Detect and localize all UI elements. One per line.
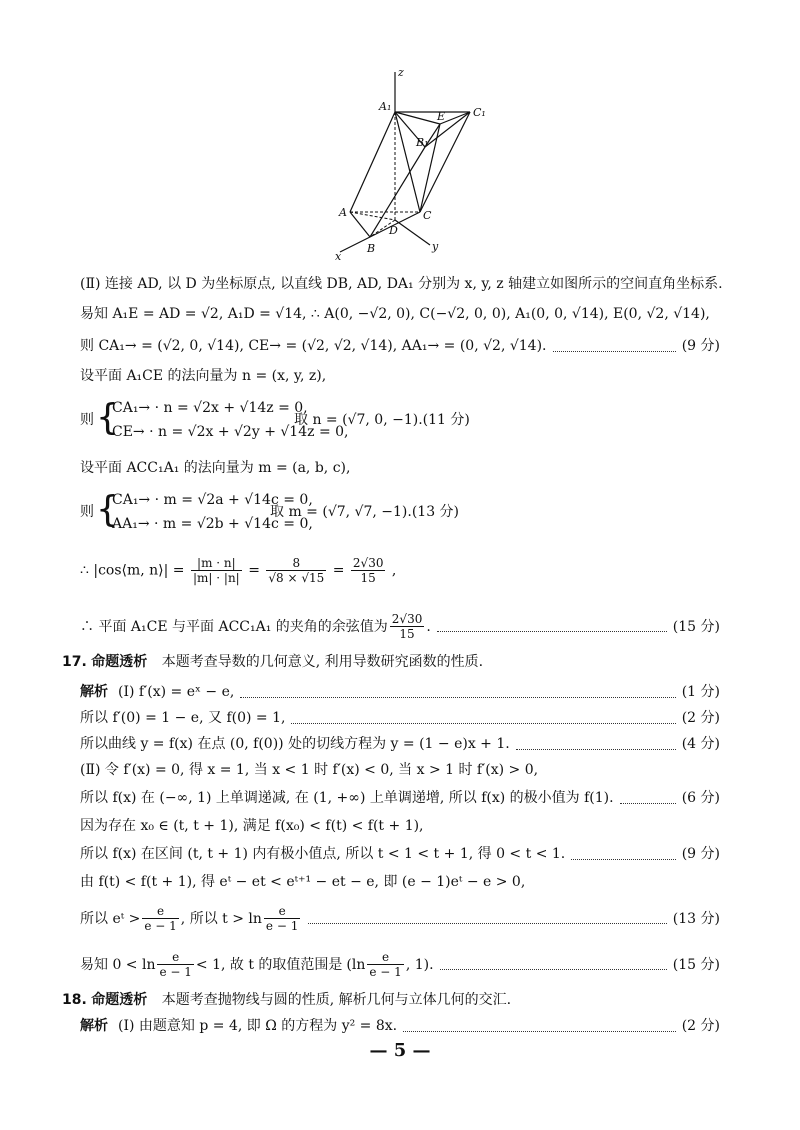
edge-ad	[350, 212, 395, 220]
q17-row5	[80, 788, 720, 808]
label-x: x	[335, 250, 342, 262]
section-desc: 本题考查抛物线与圆的性质, 解析几何与立体几何的交汇.	[161, 992, 512, 1008]
equals: =	[332, 562, 345, 579]
geometry-figure	[325, 62, 505, 262]
denominator: e − 1	[144, 919, 177, 933]
numerator: e	[157, 950, 193, 965]
section-tag: 命题透析	[91, 992, 148, 1008]
numerator: 2√30	[391, 612, 423, 626]
edge-a1e	[395, 112, 440, 124]
m-eq1: CA₁→ · m = √2a + √14c = 0,	[112, 492, 313, 508]
n-take: 取 n = (√7, 0, −1).	[294, 412, 423, 428]
q17-l10c: (ln	[346, 956, 366, 973]
q18-l1: (Ⅰ) 由题意知 p = 4, 即 Ω 的方程为 y² = 8x.	[118, 1018, 398, 1034]
q17-l10a: 易知 0 < ln	[80, 956, 156, 973]
score-badge: (9 分)	[681, 846, 720, 862]
q17-row10	[80, 950, 720, 979]
label-d: D	[389, 224, 398, 237]
numerator: 8	[266, 556, 326, 571]
q17-row1	[80, 682, 720, 702]
leader-dots	[437, 621, 667, 632]
q17-l6: 因为存在 x₀ ∈ (t, t + 1), 满足 f(x₀) < f(t) < f(t + 1),	[80, 818, 424, 834]
label-y: y	[432, 240, 439, 253]
q17-l9a: 所以 eᵗ >	[80, 910, 141, 927]
q17-l1: (Ⅰ) f′(x) = eˣ − e,	[118, 684, 235, 700]
leader-dots	[571, 849, 675, 860]
score-badge: (13 分)	[672, 910, 720, 927]
numerator: |m · n|	[191, 556, 242, 571]
leader-dots	[440, 959, 667, 970]
q17-row2	[80, 708, 720, 728]
fraction	[351, 556, 386, 585]
leader-dots	[240, 687, 675, 698]
numerator: 2√30	[352, 556, 384, 570]
q17-l4: (Ⅱ) 令 f′(x) = 0, 得 x = 1, 当 x < 1 时 f′(x) < 0, 当 x > 1 时 f′(x) > 0,	[80, 762, 539, 778]
q17-l3: 所以曲线 y = f(x) 在点 (0, f(0)) 处的切线方程为 y = (1 − e)x + 1.	[80, 736, 510, 752]
m-prefix: 则	[80, 504, 94, 520]
n-eq2: CE→ · n = √2x + √2y + √14z = 0,	[112, 424, 349, 440]
m-take: 取 m = (√7, √7, −1).	[270, 504, 412, 520]
score-badge: (2 分)	[681, 1018, 720, 1034]
numerator: e	[264, 904, 300, 919]
label-e: E	[437, 110, 446, 123]
score-badge: (2 分)	[681, 710, 720, 726]
score-badge: (4 分)	[681, 736, 720, 752]
edge-cc1	[420, 112, 470, 212]
q17-l5: 所以 f(x) 在 (−∞, 1) 上单调递减, 在 (1, +∞) 上单调递增, 所以 f(x) 的极小值为 f(1).	[80, 790, 614, 806]
denominator: e − 1	[265, 919, 299, 933]
denominator: e − 1	[369, 965, 402, 979]
denominator: √8 × √15	[268, 571, 325, 585]
fraction	[390, 612, 425, 641]
score-badge: (1 分)	[681, 684, 720, 700]
denominator: |m| · |n|	[193, 571, 240, 585]
q17-row7	[80, 844, 720, 864]
score-badge: (15 分)	[672, 956, 720, 973]
numerator: e	[367, 950, 403, 965]
denominator: 15	[399, 627, 415, 641]
leader-dots	[516, 739, 676, 750]
q17-l7: 所以 f(x) 在区间 (t, t + 1) 内有极小值点, 所以 t < 1 < t + 1, 得 0 < t < 1.	[80, 846, 566, 862]
fraction	[157, 950, 193, 979]
denominator: e − 1	[159, 965, 192, 979]
part2-m-intro: 设平面 ACC₁A₁ 的法向量为 m = (a, b, c),	[80, 460, 351, 476]
brace-icon: {	[96, 489, 119, 530]
label-b1: B₁	[416, 136, 429, 149]
cos-line	[80, 556, 396, 585]
solve-tag: 解析	[80, 684, 108, 700]
x-axis	[340, 237, 370, 252]
equals: =	[248, 562, 260, 579]
fraction	[142, 904, 178, 933]
score-badge: (13 分)	[411, 504, 460, 520]
question-number: 17.	[62, 654, 87, 670]
n-prefix: 则	[80, 412, 94, 428]
conclusion-text: ∴ 平面 A₁CE 与平面 ACC₁A₁ 的夹角的余弦值为	[80, 618, 388, 635]
q17-l10b: < 1, 故 t 的取值范围是	[195, 956, 343, 973]
leader-dots	[291, 713, 675, 724]
score-badge: (9 分)	[681, 338, 720, 354]
numerator: e	[142, 904, 178, 919]
q17-l10d: , 1).	[405, 956, 434, 973]
part2-coords: 易知 A₁E = AD = √2, A₁D = √14, ∴ A(0, −√2, 0), C(−√2, 0, 0), A₁(0, 0, √14), E(0, √2, √14),	[80, 306, 710, 322]
m-eq2: AA₁→ · m = √2b + √14c = 0,	[112, 516, 313, 532]
part2-vectors: 则 CA₁→ = (√2, 0, √14), CE→ = (√2, √2, √14), AA₁→ = (0, √2, √14).	[80, 338, 547, 354]
leader-dots	[553, 341, 676, 352]
edge-b1c1	[425, 112, 470, 147]
q17-row9	[80, 904, 720, 933]
q17-row3	[80, 734, 720, 754]
part2-intro: (Ⅱ) 连接 AD, 以 D 为坐标原点, 以直线 DB, AD, DA₁ 分别为 x, y, z 轴建立如图所示的空间直角坐标系.	[80, 276, 723, 292]
leader-dots	[620, 793, 676, 804]
label-c: C	[423, 209, 432, 222]
leader-dots	[403, 1021, 676, 1032]
q18-row1	[80, 1016, 720, 1036]
q18-header	[62, 990, 511, 1010]
score-badge: (15 分)	[672, 618, 720, 635]
part2-n-intro: 设平面 A₁CE 的法向量为 n = (x, y, z),	[80, 368, 327, 384]
y-axis	[395, 220, 430, 245]
part2-vectors-row	[80, 336, 720, 356]
label-a1: A₁	[379, 100, 392, 113]
q17-l8: 由 f(t) < f(t + 1), 得 eᵗ − et < eᵗ⁺¹ − et − e, 即 (e − 1)eᵗ − e > 0,	[80, 874, 526, 890]
page-number: — 5 —	[369, 1040, 431, 1061]
label-c1: C₁	[473, 106, 486, 119]
fraction	[367, 950, 403, 979]
period: .	[426, 618, 431, 635]
n-system	[80, 398, 720, 442]
q17-l2: 所以 f′(0) = 1 − e, 又 f(0) = 1,	[80, 710, 286, 726]
n-eq1: CA₁→ · n = √2x + √14z = 0,	[112, 400, 308, 416]
section-desc: 本题考查导数的几何意义, 利用导数研究函数的性质.	[161, 654, 484, 670]
q17-header	[62, 652, 483, 672]
label-z: z	[398, 66, 404, 79]
edge-ab	[350, 212, 370, 237]
comma: ,	[391, 562, 397, 579]
score-badge: (11 分)	[422, 412, 470, 428]
fraction	[191, 556, 242, 585]
q17-l9b: , 所以 t > ln	[180, 910, 262, 927]
conclusion-row	[80, 612, 720, 641]
cos-left: ∴ |cos⟨m, n⟩| =	[80, 562, 185, 579]
denominator: 15	[360, 571, 376, 585]
leader-dots	[308, 913, 666, 924]
fraction	[264, 904, 300, 933]
m-system	[80, 490, 720, 534]
edge-aa1	[350, 112, 395, 212]
brace-icon: {	[96, 397, 119, 438]
question-number: 18.	[62, 992, 87, 1008]
label-b: B	[367, 242, 376, 255]
solve-tag: 解析	[80, 1018, 108, 1034]
score-badge: (6 分)	[681, 790, 720, 806]
label-a: A	[339, 206, 347, 219]
fraction	[266, 556, 326, 585]
section-tag: 命题透析	[91, 654, 148, 670]
